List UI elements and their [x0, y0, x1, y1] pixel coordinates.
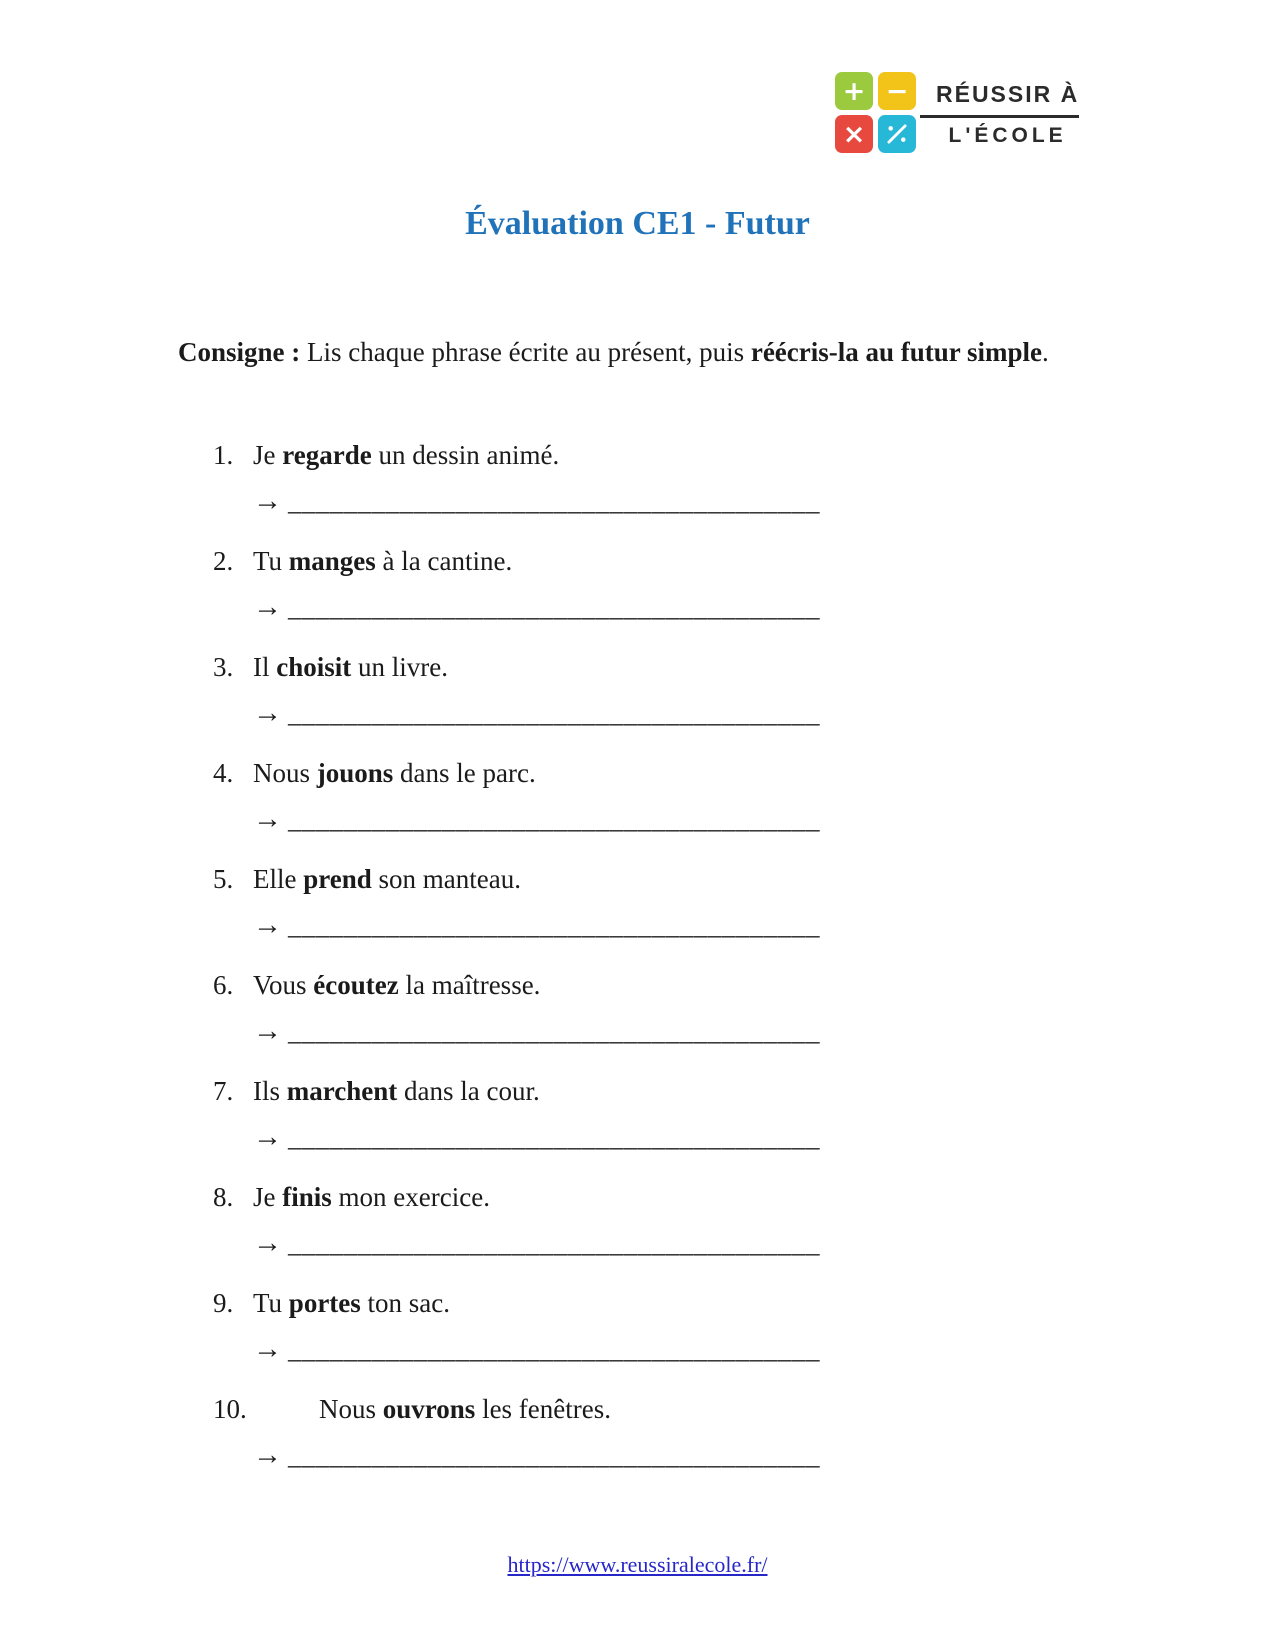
- item-text: [253, 758, 536, 788]
- answer-blank-line: ______________________________________: [288, 804, 820, 834]
- answer-blank-line: ______________________________________: [288, 1440, 820, 1470]
- exercise-item: [213, 861, 1113, 943]
- answer-blank-line: ______________________________________: [288, 1334, 820, 1364]
- sentence-post: à la cantine.: [375, 546, 513, 576]
- answer-row: [253, 695, 1113, 731]
- exercise-sentence: [213, 543, 1113, 579]
- answer-row: [253, 1331, 1113, 1367]
- answer-row: [253, 483, 1113, 519]
- sentence-verb: écoutez: [313, 970, 399, 1000]
- instructions: [178, 332, 1083, 373]
- brand-name-top: RÉUSSIR À: [936, 81, 1080, 107]
- answer-blank-line: ______________________________________: [288, 486, 820, 516]
- item-number: 3.: [213, 652, 234, 682]
- answer-row: [253, 1119, 1113, 1155]
- sentence-verb: choisit: [276, 652, 352, 682]
- sentence-pre: Ils: [253, 1076, 287, 1106]
- item-text: [253, 864, 521, 894]
- answer-row: [253, 801, 1113, 837]
- exercise-sentence: [213, 1179, 1113, 1215]
- sentence-verb: ouvrons: [382, 1394, 476, 1424]
- item-number: 10.: [213, 1394, 247, 1424]
- answer-blank-line: ______________________________________: [288, 910, 820, 940]
- sentence-post: mon exercice.: [331, 1182, 490, 1212]
- item-number: 6.: [213, 970, 234, 1000]
- item-text: [253, 1182, 490, 1212]
- sentence-post: dans la cour.: [397, 1076, 540, 1106]
- item-text: [253, 1288, 450, 1318]
- exercise-item: [213, 967, 1113, 1049]
- sentence-pre: Nous: [319, 1394, 383, 1424]
- instructions-period: .: [1042, 337, 1049, 367]
- sentence-verb: prend: [303, 864, 372, 894]
- answer-blank-line: ______________________________________: [288, 1122, 820, 1152]
- exercise-list: [213, 437, 1113, 1497]
- answer-blank-line: ______________________________________: [288, 698, 820, 728]
- answer-row: [253, 589, 1113, 625]
- plus-icon: +: [835, 72, 873, 110]
- instructions-body: Lis chaque phrase écrite au présent, puis: [300, 337, 751, 367]
- item-text: [253, 546, 512, 576]
- minus-icon: −: [878, 72, 916, 110]
- sentence-pre: Je: [253, 1182, 283, 1212]
- sentence-pre: Tu: [253, 546, 289, 576]
- exercise-item: [213, 543, 1113, 625]
- exercise-item: [213, 649, 1113, 731]
- sentence-post: les fenêtres.: [475, 1394, 611, 1424]
- exercise-sentence: [213, 755, 1113, 791]
- footer: [0, 1552, 1275, 1578]
- item-number: 9.: [213, 1288, 234, 1318]
- sentence-pre: Tu: [253, 1288, 289, 1318]
- multiply-icon: ×: [835, 115, 873, 153]
- sentence-verb: marchent: [286, 1076, 398, 1106]
- arrow-icon: →: [253, 1015, 282, 1047]
- answer-blank-line: ______________________________________: [288, 1228, 820, 1258]
- item-number: 7.: [213, 1076, 234, 1106]
- exercise-sentence: [213, 649, 1113, 685]
- sentence-verb: regarde: [282, 440, 372, 470]
- page-title: Évaluation CE1 - Futur: [465, 205, 810, 242]
- sentence-post: la maîtresse.: [398, 970, 541, 1000]
- sentence-post: un dessin animé.: [371, 440, 560, 470]
- sentence-verb: finis: [282, 1182, 332, 1212]
- brand-logo: [835, 72, 1079, 153]
- exercise-sentence: [213, 1285, 1113, 1321]
- answer-blank-line: ______________________________________: [288, 1016, 820, 1046]
- sentence-post: ton sac.: [360, 1288, 451, 1318]
- item-number: 4.: [213, 758, 234, 788]
- exercise-sentence: [213, 1391, 1113, 1427]
- answer-blank-line: ______________________________________: [288, 592, 820, 622]
- sentence-pre: Je: [253, 440, 283, 470]
- arrow-icon: →: [253, 591, 282, 623]
- item-number: 5.: [213, 864, 234, 894]
- brand-name-bottom: L'ÉCOLE: [948, 124, 1067, 147]
- website-link[interactable]: https://www.reussiralecole.fr/: [507, 1552, 768, 1577]
- item-text: [253, 652, 448, 682]
- exercise-item: [213, 1285, 1113, 1367]
- exercise-item: [213, 1391, 1113, 1473]
- sentence-verb: portes: [288, 1288, 361, 1318]
- item-number: 1.: [213, 440, 234, 470]
- arrow-icon: →: [253, 803, 282, 835]
- exercise-item: [213, 1179, 1113, 1261]
- arrow-icon: →: [253, 909, 282, 941]
- exercise-sentence: [213, 967, 1113, 1003]
- exercise-sentence: [213, 1073, 1113, 1109]
- sentence-pre: Il: [253, 652, 277, 682]
- sentence-pre: Nous: [253, 758, 317, 788]
- arrow-icon: →: [253, 1227, 282, 1259]
- item-text: [253, 970, 540, 1000]
- item-number: 8.: [213, 1182, 234, 1212]
- answer-row: [253, 1437, 1113, 1473]
- sentence-verb: manges: [288, 546, 376, 576]
- sentence-post: dans le parc.: [393, 758, 536, 788]
- answer-row: [253, 1013, 1113, 1049]
- sentence-verb: jouons: [316, 758, 394, 788]
- item-text: [319, 1394, 611, 1424]
- exercise-sentence: [213, 437, 1113, 473]
- item-text: [253, 1076, 540, 1106]
- exercise-item: [213, 437, 1113, 519]
- sentence-post: un livre.: [351, 652, 448, 682]
- brand-divider: [920, 115, 1079, 118]
- arrow-icon: →: [253, 1439, 282, 1471]
- arrow-icon: →: [253, 1333, 282, 1365]
- item-text: [253, 440, 559, 470]
- arrow-icon: →: [253, 1121, 282, 1153]
- answer-row: [253, 907, 1113, 943]
- arrow-icon: →: [253, 697, 282, 729]
- sentence-post: son manteau.: [371, 864, 521, 894]
- math-tiles-icon: [835, 72, 916, 153]
- sentence-pre: Elle: [253, 864, 304, 894]
- exercise-sentence: [213, 861, 1113, 897]
- divide-icon: [878, 115, 916, 153]
- instructions-emphasis: réécris-la au futur simple: [750, 337, 1043, 367]
- sentence-pre: Vous: [253, 970, 314, 1000]
- item-number: 2.: [213, 546, 234, 576]
- arrow-icon: →: [253, 485, 282, 517]
- answer-row: [253, 1225, 1113, 1261]
- exercise-item: [213, 1073, 1113, 1155]
- exercise-item: [213, 755, 1113, 837]
- instructions-label: Consigne :: [178, 337, 301, 367]
- brand-text: [936, 81, 1079, 148]
